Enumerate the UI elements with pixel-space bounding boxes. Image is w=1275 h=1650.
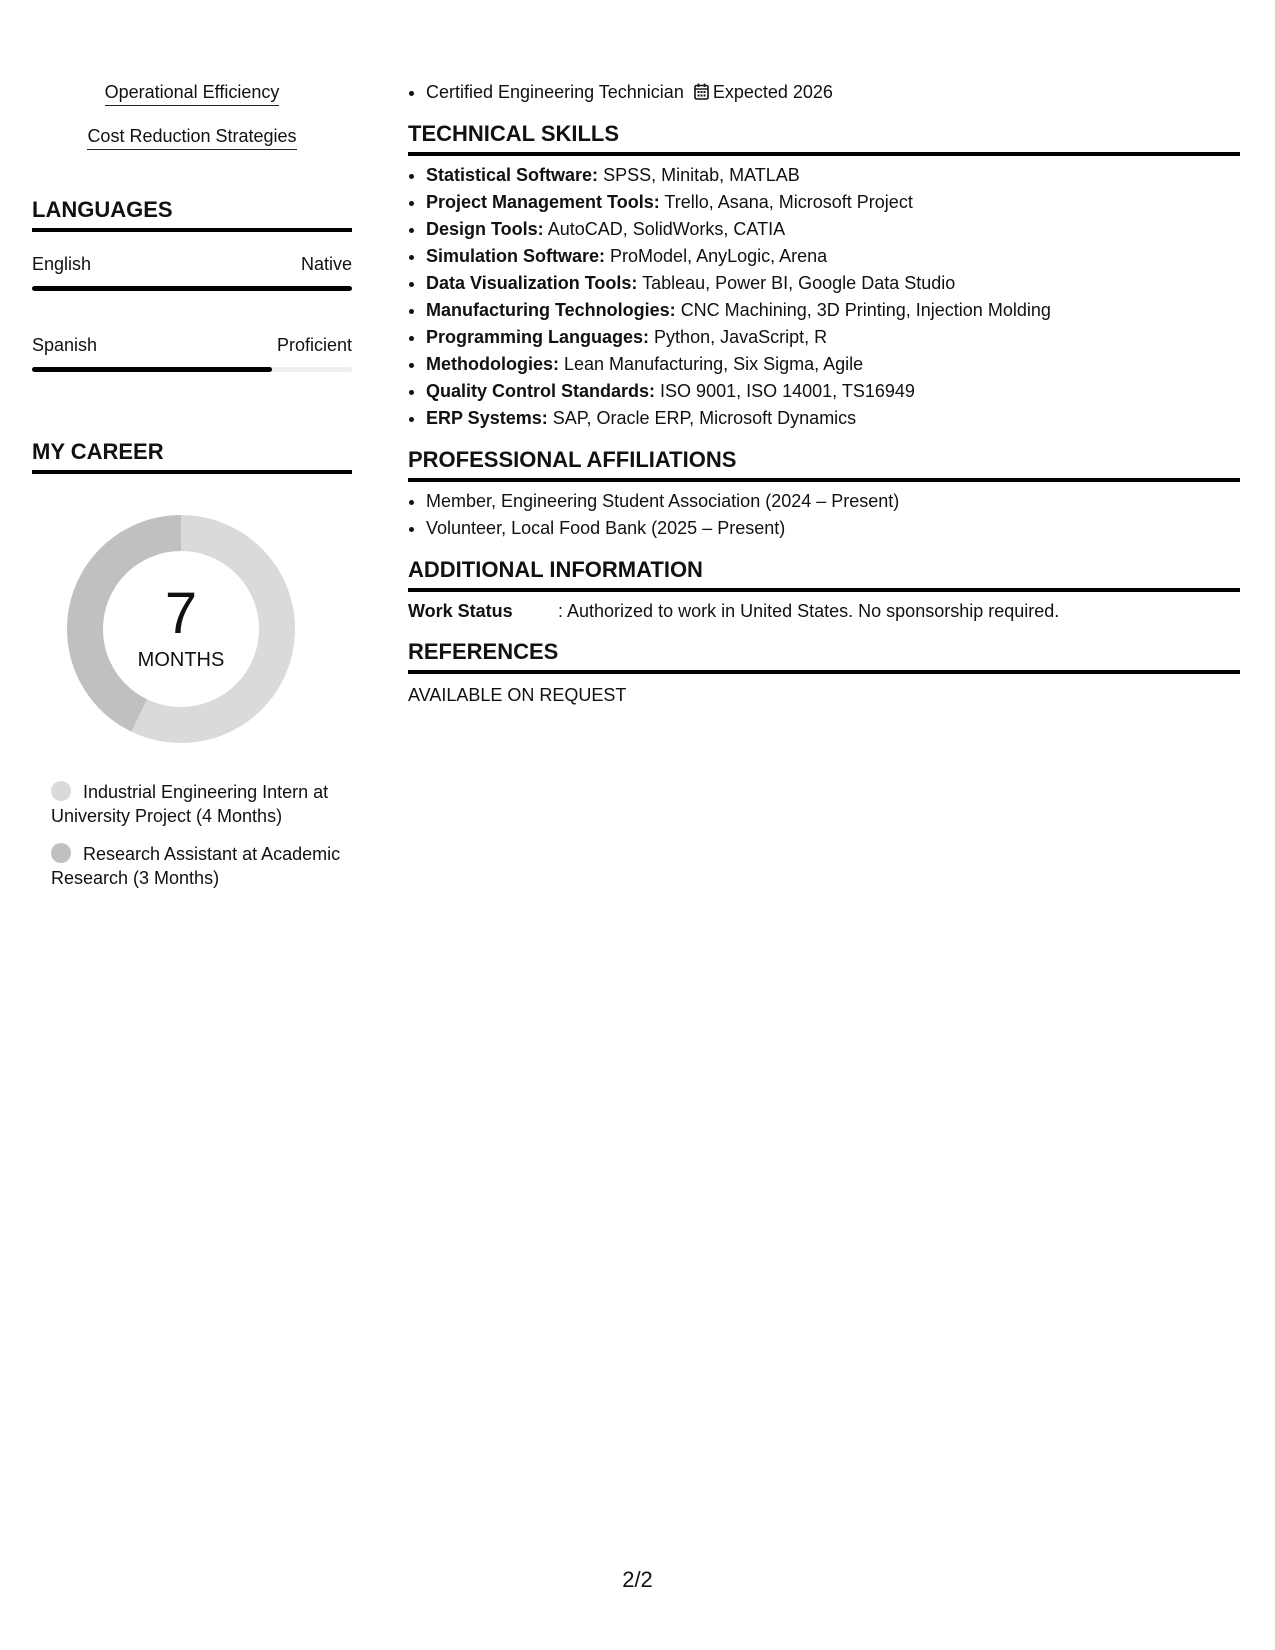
affiliation-item: • Volunteer, Local Food Bank (2025 – Present) — [426, 515, 1240, 542]
career-legend — [51, 780, 351, 890]
skill-value: ProModel, AnyLogic, Arena — [610, 246, 828, 266]
work-status-label: Work Status — [408, 601, 513, 621]
legend-dot — [51, 843, 71, 863]
references-text: AVAILABLE ON REQUEST — [408, 685, 627, 705]
main-content — [408, 78, 1240, 708]
skill-tags — [32, 80, 352, 168]
skill-item — [426, 162, 1240, 189]
additional-info-heading: ADDITIONAL INFORMATION — [408, 556, 1240, 592]
skill-value: Lean Manufacturing, Six Sigma, Agile — [564, 354, 864, 374]
languages-heading: LANGUAGES — [32, 196, 352, 232]
skill-item — [426, 405, 1240, 432]
skill-label: Project Management Tools: — [426, 192, 660, 212]
career-heading: MY CAREER — [32, 438, 352, 474]
skill-value: SPSS, Minitab, MATLAB — [603, 165, 800, 185]
legend-label: Industrial Engineering Intern at University Project (4 Months) — [51, 782, 329, 826]
work-status-row — [408, 598, 1240, 624]
language-proficiency-fill — [32, 286, 352, 291]
career-total-unit: MONTHS — [137, 649, 225, 671]
skill-value: Tableau, Power BI, Google Data Studio — [642, 273, 956, 293]
affiliations-list — [408, 488, 1240, 542]
references-heading: REFERENCES — [408, 638, 1240, 674]
technical-skills-list — [408, 162, 1240, 432]
skill-label: Programming Languages: — [426, 327, 650, 347]
skill-item — [426, 243, 1240, 270]
language-item — [32, 333, 352, 372]
skill-label: Quality Control Standards: — [426, 381, 656, 401]
language-item — [32, 252, 352, 291]
skill-tag: Operational Efficiency — [105, 80, 280, 106]
affiliations-heading: PROFESSIONAL AFFILIATIONS — [408, 446, 1240, 482]
skill-item — [426, 216, 1240, 243]
skill-label: Design Tools: — [426, 219, 544, 239]
skill-item — [426, 189, 1240, 216]
language-name: Spanish — [32, 335, 98, 355]
calendar-icon — [694, 83, 709, 100]
language-proficiency-fill — [32, 367, 272, 372]
skill-item — [426, 324, 1240, 351]
technical-skills-heading: TECHNICAL SKILLS — [408, 120, 1240, 156]
language-level: Proficient — [276, 335, 352, 355]
legend-item — [51, 842, 351, 890]
skill-label: Methodologies: — [426, 354, 559, 374]
skill-value: CNC Machining, 3D Printing, Injection Molding — [680, 300, 1051, 320]
certification-name: Certified Engineering Technician — [426, 82, 684, 102]
skill-label: Simulation Software: — [426, 246, 606, 266]
certification-item — [426, 78, 1240, 106]
skill-item — [426, 270, 1240, 297]
sidebar — [32, 80, 352, 904]
affiliation-item: • Member, Engineering Student Association (2024 – Present) — [426, 488, 1240, 515]
legend-item — [51, 780, 351, 828]
languages-list — [32, 252, 352, 372]
skill-value: SAP, Oracle ERP, Microsoft Dynamics — [552, 408, 857, 428]
language-name: English — [32, 254, 92, 274]
certification-date: Expected 2026 — [712, 82, 833, 102]
skill-label: ERP Systems: — [426, 408, 548, 428]
skill-item — [426, 351, 1240, 378]
skill-tag: Cost Reduction Strategies — [87, 124, 296, 150]
skill-item — [426, 297, 1240, 324]
skill-value: Python, JavaScript, R — [654, 327, 828, 347]
certification-list — [408, 78, 1240, 106]
skill-label: Statistical Software: — [426, 165, 599, 185]
career-donut-chart — [66, 514, 296, 744]
work-status-value: : Authorized to work in United States. No sponsorship required. — [558, 601, 1060, 621]
skill-value: AutoCAD, SolidWorks, CATIA — [547, 219, 786, 239]
skill-label: Data Visualization Tools: — [426, 273, 638, 293]
language-proficiency-bar — [32, 367, 352, 372]
skill-value: ISO 9001, ISO 14001, TS16949 — [660, 381, 915, 401]
career-total-number: 7 — [164, 581, 198, 646]
legend-label: Research Assistant at Academic Research (3 Months) — [51, 844, 341, 888]
skill-label: Manufacturing Technologies: — [426, 300, 676, 320]
page-number: 2/2 — [622, 1567, 653, 1592]
language-level: Native — [300, 254, 352, 274]
skill-value: Trello, Asana, Microsoft Project — [664, 192, 913, 212]
skill-item — [426, 378, 1240, 405]
legend-dot — [51, 781, 71, 801]
language-proficiency-bar — [32, 286, 352, 291]
